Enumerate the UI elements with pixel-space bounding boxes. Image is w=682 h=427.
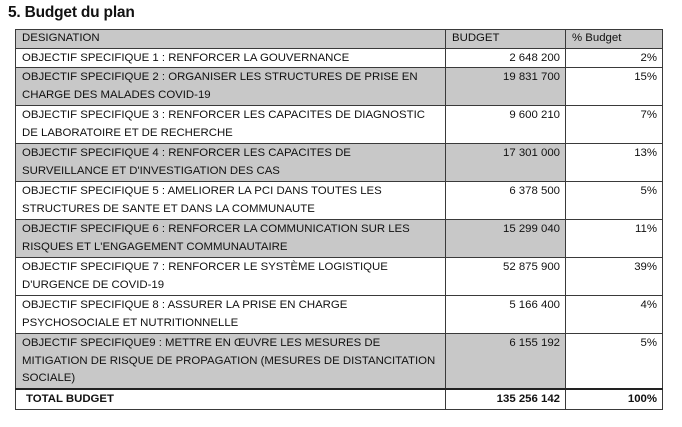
- row-designation: OBJECTIF SPECIFIQUE 3 : RENFORCER LES CAPACITES DE DIAGNOSTIC DE LABORATOIRE ET DE RECHERCHE: [16, 106, 446, 144]
- table-row: [16, 296, 663, 334]
- row-percent: 11%: [566, 220, 663, 258]
- row-budget: 17 301 000: [446, 144, 566, 182]
- row-designation: OBJECTIF SPECIFIQUE 2 : ORGANISER LES STRUCTURES DE PRISE EN CHARGE DES MALADES COVID-19: [16, 68, 446, 106]
- table-row: [16, 258, 663, 296]
- row-budget: 9 600 210: [446, 106, 566, 144]
- section-heading: 5. Budget du plan: [8, 4, 135, 21]
- row-percent: 2%: [566, 48, 663, 68]
- table-row: [16, 144, 663, 182]
- row-budget: 15 299 040: [446, 220, 566, 258]
- table-row: [16, 334, 663, 390]
- row-designation: OBJECTIF SPECIFIQUE 1 : RENFORCER LA GOUVERNANCE: [16, 48, 446, 68]
- table-row: [16, 48, 663, 68]
- budget-table: [15, 29, 663, 410]
- row-budget: 2 648 200: [446, 48, 566, 68]
- row-budget: 6 378 500: [446, 182, 566, 220]
- row-designation: OBJECTIF SPECIFIQUE 4 : RENFORCER LES CAPACITES DE SURVEILLANCE ET D'INVESTIGATION DES CAS: [16, 144, 446, 182]
- row-designation: OBJECTIF SPECIFIQUE9 : METTRE EN ŒUVRE LES MESURES DE MITIGATION DE RISQUE DE PROPAGATION (MESURES DE DISTANCITATION SOCIALE): [16, 334, 446, 390]
- total-budget: 135 256 142: [446, 389, 566, 409]
- header-budget: BUDGET: [446, 30, 566, 49]
- row-budget: 6 155 192: [446, 334, 566, 390]
- table-header-row: [16, 30, 663, 49]
- header-percent: % Budget: [566, 30, 663, 49]
- table-row: [16, 106, 663, 144]
- row-designation: OBJECTIF SPECIFIQUE 6 : RENFORCER LA COMMUNICATION SUR LES RISQUES ET L'ENGAGEMENT COMMUNAUTAIRE: [16, 220, 446, 258]
- row-budget: 5 166 400: [446, 296, 566, 334]
- row-percent: 7%: [566, 106, 663, 144]
- table-row: [16, 182, 663, 220]
- row-designation: OBJECTIF SPECIFIQUE 8 : ASSURER LA PRISE EN CHARGE PSYCHOSOCIALE ET NUTRITIONNELLE: [16, 296, 446, 334]
- row-budget: 19 831 700: [446, 68, 566, 106]
- table-row: [16, 68, 663, 106]
- row-percent: 5%: [566, 182, 663, 220]
- row-percent: 5%: [566, 334, 663, 390]
- row-percent: 15%: [566, 68, 663, 106]
- total-percent: 100%: [566, 389, 663, 409]
- row-percent: 39%: [566, 258, 663, 296]
- row-percent: 13%: [566, 144, 663, 182]
- row-designation: OBJECTIF SPECIFIQUE 7 : RENFORCER LE SYSTÈME LOGISTIQUE D'URGENCE DE COVID-19: [16, 258, 446, 296]
- table-row: [16, 220, 663, 258]
- header-designation: DESIGNATION: [16, 30, 446, 49]
- row-designation: OBJECTIF SPECIFIQUE 5 : AMELIORER LA PCI DANS TOUTES LES STRUCTURES DE SANTE ET DANS LA COMMUNAUTE: [16, 182, 446, 220]
- total-row: [16, 389, 663, 409]
- total-label: TOTAL BUDGET: [16, 389, 446, 409]
- row-budget: 52 875 900: [446, 258, 566, 296]
- row-percent: 4%: [566, 296, 663, 334]
